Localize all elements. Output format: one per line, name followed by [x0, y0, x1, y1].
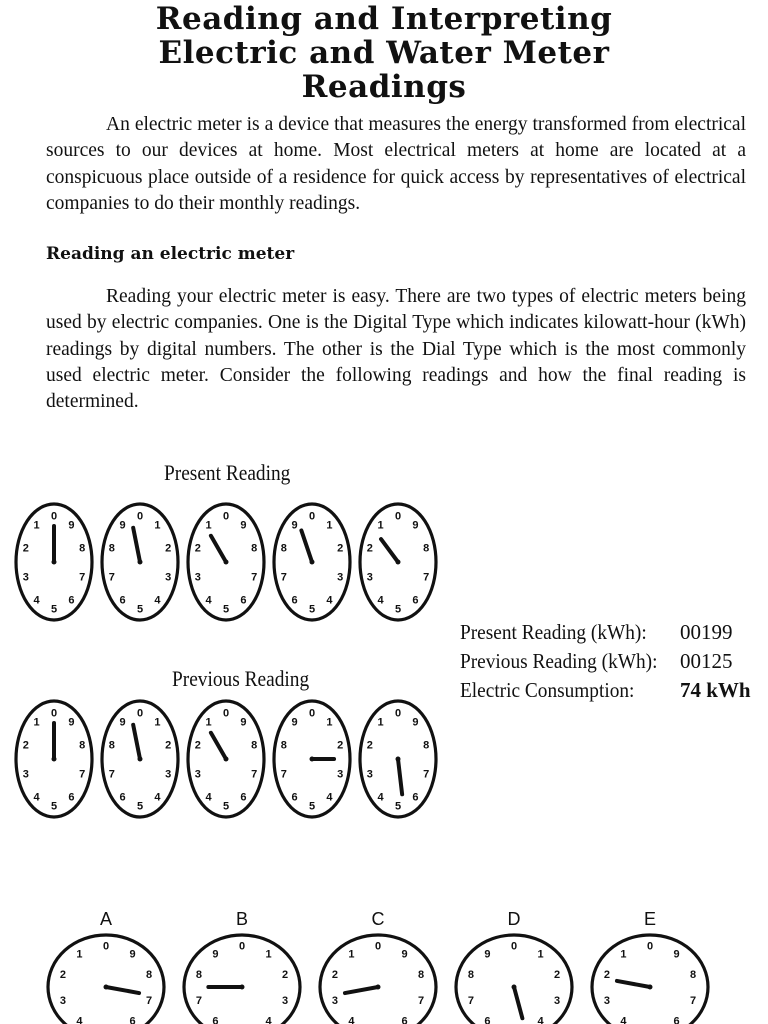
- dial-number: 0: [238, 940, 246, 953]
- dial-number: 4: [154, 791, 161, 804]
- dial-number: 2: [553, 969, 561, 982]
- bottom-dial-3: [320, 909, 436, 1024]
- dial-number: 8: [280, 739, 287, 752]
- dial-number: 9: [412, 716, 419, 729]
- dial-number: 9: [212, 948, 219, 961]
- dial-number: 8: [251, 542, 258, 555]
- previous-reading-caption: Previous Reading: [172, 666, 310, 691]
- dial-number: 0: [394, 707, 402, 720]
- dial-number: 6: [291, 791, 298, 804]
- dial-number: 5: [394, 603, 402, 616]
- dial-number: 5: [222, 603, 230, 616]
- consumption-label: Electric Consumption:: [460, 678, 635, 702]
- dial-number: 3: [165, 571, 172, 584]
- bottom-dial-1: [48, 909, 164, 1024]
- dial-number: 0: [394, 510, 402, 523]
- dial-number: 4: [76, 1015, 83, 1024]
- dial-number: 6: [68, 594, 75, 607]
- dial-pivot: [104, 985, 109, 990]
- dial-number: 8: [195, 969, 203, 982]
- page-title: [0, 2, 768, 104]
- dial-number: 5: [50, 603, 58, 616]
- present-reading-caption: Present Reading: [164, 460, 291, 485]
- dial-number: 8: [280, 542, 287, 555]
- dial-number: 6: [412, 791, 419, 804]
- previous-dial-5: [360, 701, 436, 817]
- dial-number: 2: [194, 739, 201, 752]
- dial-number: 2: [194, 542, 201, 555]
- dial-number: 8: [251, 739, 258, 752]
- dial-number: 3: [281, 994, 289, 1007]
- dial-number: 9: [119, 519, 126, 532]
- consumption-row: [460, 676, 768, 705]
- dial-number: 6: [240, 594, 247, 607]
- dial-number: 2: [165, 542, 172, 555]
- dial-number: 2: [366, 542, 373, 555]
- dial-number: 3: [165, 768, 172, 781]
- dial-number: 6: [240, 791, 247, 804]
- dial-number: 5: [136, 800, 144, 813]
- previous-reading-label: Previous Reading (kWh):: [460, 649, 658, 673]
- dial-number: 7: [689, 994, 697, 1007]
- dial-number: 0: [50, 707, 58, 720]
- dial-number: 1: [154, 519, 161, 532]
- dial-number: 3: [59, 994, 67, 1007]
- dial-letter-label: D: [507, 909, 521, 929]
- dial-number: 1: [377, 716, 384, 729]
- dial-number: 1: [76, 948, 83, 961]
- dial-number: 5: [50, 800, 58, 813]
- dial-number: 7: [195, 994, 203, 1007]
- dial-number: 0: [136, 707, 144, 720]
- dial-pivot: [52, 757, 57, 762]
- dial-number: 9: [291, 716, 298, 729]
- dial-pivot: [138, 757, 143, 762]
- dial-number: 0: [308, 707, 316, 720]
- dial-number: 9: [119, 716, 126, 729]
- title-line-1: Reading and Interpreting: [155, 1, 613, 37]
- dial-number: 9: [401, 948, 408, 961]
- dial-number: 7: [108, 768, 115, 781]
- dial-number: 6: [129, 1015, 136, 1024]
- dial-number: 4: [154, 594, 161, 607]
- dial-number: 7: [467, 994, 475, 1007]
- dial-number: 3: [603, 994, 611, 1007]
- readings-summary: [460, 618, 768, 705]
- dial-pivot: [240, 985, 245, 990]
- dial-number: 7: [280, 768, 287, 781]
- dial-number: 2: [281, 969, 289, 982]
- dial-number: 8: [689, 969, 697, 982]
- consumption-value: 74 kWh: [680, 678, 751, 702]
- dial-number: 4: [348, 1015, 355, 1024]
- dial-pivot: [224, 757, 229, 762]
- dial-number: 6: [68, 791, 75, 804]
- dial-number: 1: [326, 519, 333, 532]
- dial-number: 0: [308, 510, 316, 523]
- intro-paragraph: [46, 112, 746, 217]
- dial-number: 7: [280, 571, 287, 584]
- dial-pivot: [310, 560, 315, 565]
- dial-number: 8: [417, 969, 425, 982]
- dial-number: 8: [79, 542, 86, 555]
- dial-number: 8: [79, 739, 86, 752]
- present-reading-row: [460, 618, 768, 647]
- title-line-3: Readings: [301, 69, 467, 105]
- body-paragraph: [46, 284, 746, 415]
- dial-number: 1: [348, 948, 355, 961]
- dial-number: 4: [377, 594, 384, 607]
- dial-number: 8: [423, 739, 430, 752]
- dial-number: 0: [646, 940, 654, 953]
- present-dial-3: [188, 504, 264, 620]
- bottom-dial-2: [184, 909, 300, 1024]
- dial-number: 0: [102, 940, 110, 953]
- dial-number: 4: [205, 594, 212, 607]
- dial-number: 9: [240, 716, 247, 729]
- previous-dial-4: [274, 701, 350, 817]
- dial-number: 0: [222, 510, 230, 523]
- dial-letter-label: E: [643, 909, 657, 929]
- dial-number: 7: [145, 994, 153, 1007]
- dial-number: 1: [205, 716, 212, 729]
- present-reading-dials: [8, 500, 448, 625]
- previous-reading-row: [460, 647, 768, 676]
- dial-pivot: [138, 560, 143, 565]
- dial-number: 7: [108, 571, 115, 584]
- dial-number: 7: [79, 571, 86, 584]
- dial-number: 2: [603, 969, 611, 982]
- dial-number: 6: [673, 1015, 680, 1024]
- dial-number: 0: [136, 510, 144, 523]
- present-dial-1: [16, 504, 92, 620]
- dial-number: 8: [108, 542, 115, 555]
- dial-number: 4: [620, 1015, 627, 1024]
- dial-number: 6: [212, 1015, 219, 1024]
- dial-number: 0: [50, 510, 58, 523]
- dial-number: 9: [673, 948, 680, 961]
- dial-number: 7: [417, 994, 425, 1007]
- dial-number: 3: [553, 994, 561, 1007]
- previous-reading-dials: [8, 697, 448, 822]
- dial-number: 3: [337, 571, 344, 584]
- dial-pivot: [376, 985, 381, 990]
- dial-number: 3: [337, 768, 344, 781]
- dial-number: 4: [326, 791, 333, 804]
- bottom-dial-5: [592, 909, 708, 1024]
- dial-number: 1: [33, 716, 40, 729]
- dial-number: 7: [423, 768, 430, 781]
- dial-pivot: [396, 560, 401, 565]
- dial-number: 6: [119, 594, 126, 607]
- dial-number: 9: [484, 948, 491, 961]
- dial-number: 3: [22, 571, 29, 584]
- dial-number: 4: [537, 1015, 544, 1024]
- dial-number: 1: [265, 948, 272, 961]
- dial-number: 3: [194, 571, 201, 584]
- dial-number: 9: [412, 519, 419, 532]
- dial-number: 5: [308, 603, 316, 616]
- dial-number: 1: [33, 519, 40, 532]
- previous-dial-3: [188, 701, 264, 817]
- dial-number: 7: [423, 571, 430, 584]
- present-reading-value: 00199: [680, 620, 733, 644]
- dial-number: 8: [423, 542, 430, 555]
- title-line-2: Electric and Water Meter: [158, 35, 610, 71]
- dial-number: 4: [326, 594, 333, 607]
- dial-pivot: [648, 985, 653, 990]
- dial-number: 5: [136, 603, 144, 616]
- dial-number: 7: [79, 768, 86, 781]
- dial-number: 1: [620, 948, 627, 961]
- section-heading: Reading an electric meter: [46, 244, 295, 264]
- dial-number: 5: [222, 800, 230, 813]
- dial-number: 2: [165, 739, 172, 752]
- dial-pivot: [396, 757, 401, 762]
- dial-number: 1: [537, 948, 544, 961]
- dial-letter-label: B: [235, 909, 249, 929]
- present-reading-label: Present Reading (kWh):: [460, 620, 647, 644]
- previous-dial-1: [16, 701, 92, 817]
- dial-number: 9: [68, 519, 75, 532]
- dial-number: 0: [222, 707, 230, 720]
- lettered-dials: [36, 905, 736, 1024]
- dial-number: 0: [510, 940, 518, 953]
- dial-number: 4: [265, 1015, 272, 1024]
- dial-pivot: [224, 560, 229, 565]
- dial-number: 6: [291, 594, 298, 607]
- present-dial-4: [274, 504, 350, 620]
- dial-number: 6: [412, 594, 419, 607]
- previous-dial-2: [102, 701, 178, 817]
- dial-number: 3: [366, 768, 373, 781]
- dial-number: 2: [22, 739, 29, 752]
- dial-number: 1: [377, 519, 384, 532]
- dial-pivot: [52, 560, 57, 565]
- dial-number: 7: [251, 768, 258, 781]
- dial-number: 3: [22, 768, 29, 781]
- present-dial-5: [360, 504, 436, 620]
- dial-number: 4: [377, 791, 384, 804]
- dial-letter-label: C: [371, 909, 385, 929]
- dial-number: 9: [291, 519, 298, 532]
- intro-text: An electric meter is a device that measures the energy transformed from electrical sources to our devices at home. Most electrical meters at home are located at a conspicuous place outside of a residence for quick access by representatives of electrical companies to do their monthly readings.: [46, 114, 746, 214]
- dial-number: 2: [366, 739, 373, 752]
- dial-number: 1: [205, 519, 212, 532]
- dial-number: 2: [59, 969, 67, 982]
- dial-number: 6: [484, 1015, 491, 1024]
- dial-number: 3: [366, 571, 373, 584]
- dial-number: 7: [251, 571, 258, 584]
- dial-number: 2: [337, 739, 344, 752]
- dial-number: 6: [401, 1015, 408, 1024]
- dial-number: 9: [68, 716, 75, 729]
- dial-number: 8: [145, 969, 153, 982]
- dial-pivot: [310, 757, 315, 762]
- bottom-dial-4: [456, 909, 572, 1024]
- dial-number: 3: [194, 768, 201, 781]
- present-dial-2: [102, 504, 178, 620]
- dial-number: 5: [308, 800, 316, 813]
- dial-number: 4: [33, 791, 40, 804]
- dial-number: 3: [331, 994, 339, 1007]
- dial-number: 4: [33, 594, 40, 607]
- previous-reading-value: 00125: [680, 649, 733, 673]
- dial-number: 5: [394, 800, 402, 813]
- dial-number: 8: [467, 969, 475, 982]
- dial-number: 4: [205, 791, 212, 804]
- dial-number: 1: [154, 716, 161, 729]
- dial-number: 9: [240, 519, 247, 532]
- dial-number: 2: [22, 542, 29, 555]
- dial-number: 9: [129, 948, 136, 961]
- dial-letter-label: A: [99, 909, 113, 929]
- dial-number: 2: [331, 969, 339, 982]
- dial-number: 1: [326, 716, 333, 729]
- dial-number: 8: [108, 739, 115, 752]
- dial-number: 6: [119, 791, 126, 804]
- body-text: Reading your electric meter is easy. There are two types of electric meters being used by electric companies. One is the Digital Type which indicates kilowatt-hour (kWh) readings by digital numbers. The other is the Dial Type which is the most commonly used electric meter. Consider the following readings and how the final reading is determined.: [46, 286, 746, 413]
- dial-number: 0: [374, 940, 382, 953]
- dial-pivot: [512, 985, 517, 990]
- dial-number: 2: [337, 542, 344, 555]
